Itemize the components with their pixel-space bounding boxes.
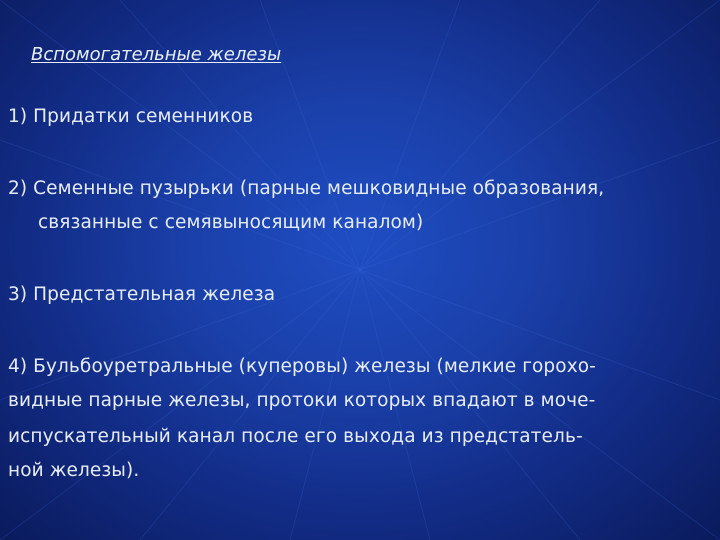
item-4-line-2: видные парные железы, протоки которых впадают в моче- (8, 390, 596, 411)
item-4-line-4: ной железы). (8, 460, 140, 481)
item-2-line-1: 2) Семенные пузырьки (парные мешковидные образования, (8, 178, 605, 199)
item-4-line-1: 4) Бульбоуретральные (куперовы) железы (мелкие горохо- (8, 356, 596, 377)
item-4-line-3: испускательный канал после его выхода из предстатель- (8, 426, 583, 447)
item-2-line-2: связанные с семявыносящим каналом) (38, 212, 424, 233)
item-1-line-1: 1) Придатки семенников (8, 106, 254, 127)
item-3-line-1: 3) Предстательная железа (8, 284, 276, 305)
slide-title: Вспомогательные железы (31, 44, 282, 65)
